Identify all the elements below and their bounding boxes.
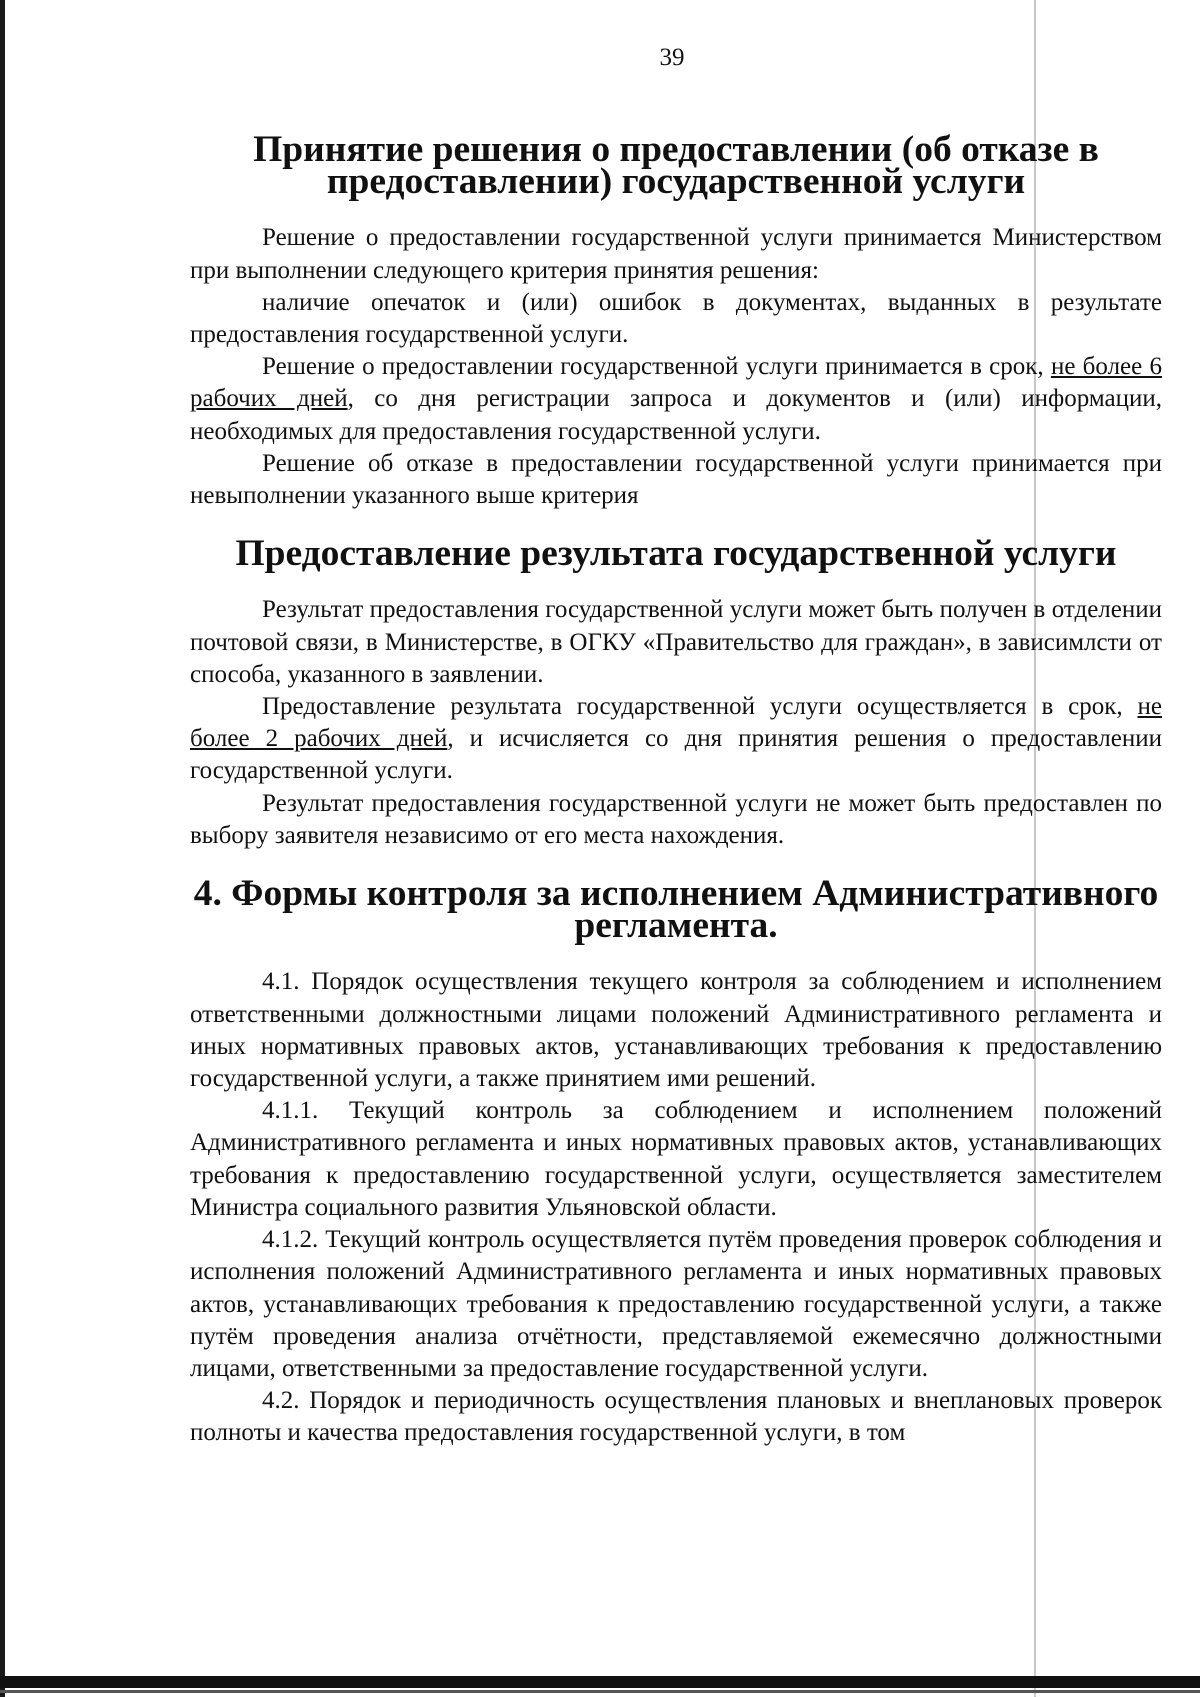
section-heading-decision: Принятие решения о предоставлении (об отказе в предоставлении) государственной услуги xyxy=(253,129,1099,203)
text-run: , и исчисляется со дня принятия решения о предоставлении государственной услуги. xyxy=(190,725,1162,785)
paragraph: наличие опечаток и (или) ошибок в документах, выданных в результате предоставления государственной услуги. xyxy=(190,288,1162,349)
text-run: Решение о предоставлении государственной услуги принимается в срок, xyxy=(262,353,1051,381)
paragraph: 4.2. Порядок и периодичность осуществления плановых и внеплановых проверок полноты и качества предоставления государственной услуги, в том xyxy=(190,1387,1162,1447)
underlined-term: не более 6 рабочих дней xyxy=(190,353,1162,413)
paragraph: 4.1.2. Текущий контроль осуществляется путём проведения проверок соблюдения и исполнения положений Административного регламента и иных нормативных правовых актов, устанавливающих требования к предоставлению государственной услуги, а также путём проведения анализа отчётности, представляемой ежемесячно должностными лицами, ответственными за предоставление государственной услуги. xyxy=(190,1226,1162,1382)
section-heading-result: Предоставление результата государственной услуги xyxy=(235,533,1117,575)
section-heading-control: 4. Формы контроля за исполнением Административного регламента. xyxy=(193,873,1159,947)
text-run: , со дня регистрации запроса и документов и (или) информации, необходимых для предоставления государственной услуги. xyxy=(190,385,1162,445)
scan-edge-bottom xyxy=(0,1676,1200,1688)
paragraph: Результат предоставления государственной услуги может быть получен в отделении почтовой связи, в Министерстве, в ОГКУ «Правительство для граждан», в зависимлсти от способа, указанного в заявлении. xyxy=(190,596,1162,688)
underlined-term: не более 2 рабочих дней xyxy=(190,693,1162,753)
document-body xyxy=(190,129,1162,1450)
paragraph: Решение о предоставлении государственной услуги принимается Министерством при выполнении следующего критерия принятия решения: xyxy=(190,224,1162,284)
paragraph: Результат предоставления государственной услуги не может быть предоставлен по выбору заявителя независимо от его места нахождения. xyxy=(190,789,1162,849)
scan-edge-bottom-thin xyxy=(0,1690,1200,1693)
paragraph xyxy=(190,691,1162,788)
scan-edge-left xyxy=(0,0,5,1697)
text-run: Предоставление результата государственной услуги осуществляется в срок, xyxy=(262,693,1138,721)
paragraph: 4.1.1. Текущий контроль за соблюдением и исполнением положений Административного регламента и иных нормативных правовых актов, устанавливающих требования к предоставлению государственной услуги, осуществляется заместителем Министра социального развития Ульяновской области. xyxy=(190,1097,1162,1221)
paragraph: 4.1. Порядок осуществления текущего контроля за соблюдением и исполнением ответственными должностными лицами положений Административного регламента и иных нормативных правовых актов, устанавливающих требования к предоставлению государственной услуги, а также принятием ими решений. xyxy=(190,968,1162,1093)
paragraph xyxy=(190,351,1162,448)
page-number: 39 xyxy=(659,44,685,71)
paragraph: Решение об отказе в предоставлении государственной услуги принимается при невыполнении указанного выше критерия xyxy=(190,449,1162,510)
